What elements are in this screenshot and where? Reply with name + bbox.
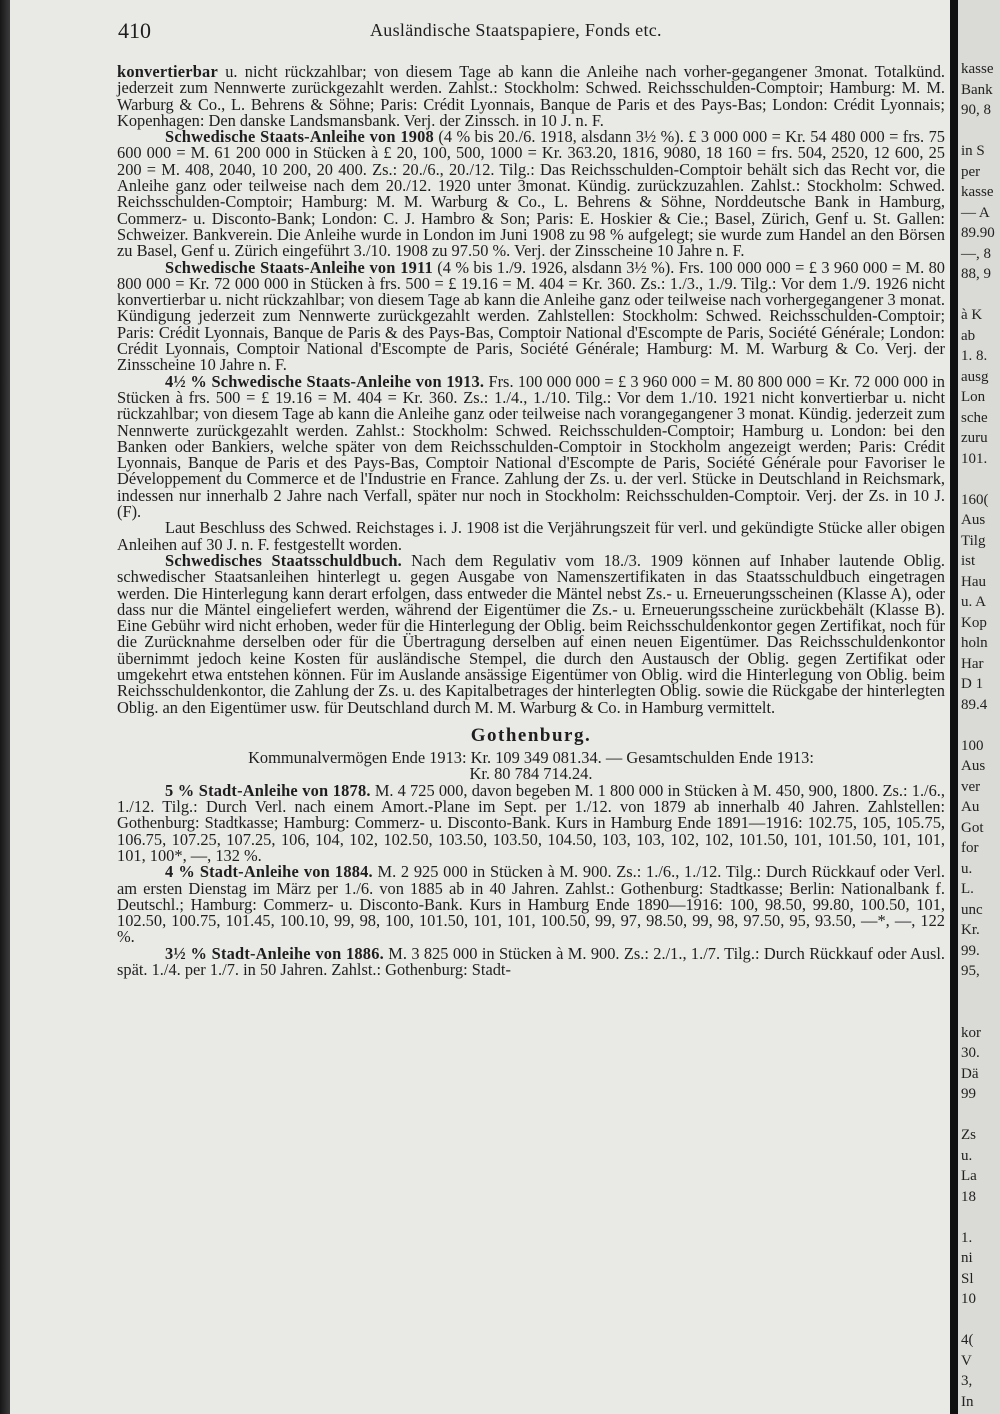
paragraph-text: u. nicht rückzahlbar; von diesem Tage ab kann die Anleihe nach vorher-gegangener 3monat. Totalkünd. jederzeit zum Nennwerte zurückgezahlt werden. Zahlst.: Stockholm: Schwed. Reichsschulden-Comptoir; Hamburg: M. M. Warburg & Co., L. Behrens & Söhne; Paris: Crédit Lyonnais, Banque de Paris et des Pays-Bas; London: Crédit Lyonnais; Kopenhagen: Den danske Landsmansbank. Verj. der Zinssch. in 10 J. n. F. [117,62,945,130]
running-head: Ausländische Staatspapiere, Fonds etc. [370,20,662,40]
next-page-fragment: In [961,1393,974,1410]
next-page-fragment: 89.90 [961,225,995,241]
paragraph-text: M. 4 725 000, davon begeben M. 1 800 000 in Stücken à M. 450, 900, 1800. Zs.: 1./6., 1./12. Tilg.: Durch Verl. nach einem Amort.-Plane im Sept. per 1./12. von 1879 ab innerhalb 40 Jahren. Zahlstellen: Gothenburg: Stadtkasse; Hamburg: Commerz- u. Disconto-Bank. Kurs in Hamburg Ende 1891—1916: 102.75, 105, 105.75, 106.75, 107.25, 107.25, 106, 104, 102, 102.50, 103.50, 103.50, 104.50, 103, 103, 102, 102, 101.50, 101, 101.50, 101, 101, 101, 100*, —, 132 %. [117,780,945,865]
next-page-fragment: La [961,1168,977,1184]
next-page-fragment: Kop [961,614,987,631]
next-page-fragment: Sl [961,1270,974,1287]
next-page-fragment: Aus [961,512,986,528]
next-page-fragment: zuru [961,430,988,446]
next-page-fragment: Hau [961,573,986,590]
next-page-fragment: Aus [961,758,986,774]
paragraph-lead: 4½ % Schwedische Staats-Anleihe von 1913. [165,371,485,391]
book-gutter [950,0,958,1414]
next-page-fragment: holn [961,635,988,651]
next-page-fragment: for [961,840,979,856]
next-page-fragment: D 1 [961,676,984,692]
section-title-gothenburg: Gothenburg. [470,724,592,746]
paragraph-staatsschuldbuch [117,550,946,717]
gothenburg-summary-line-2: Kr. 80 784 714.24. [469,764,593,784]
next-page-fragment: u. A [961,594,987,610]
next-page-fragment: Kr. [961,922,980,938]
paragraph-text: (4 % bis 20./6. 1918, alsdann 3½ %). £ 3 000 000 = Kr. 54 480 000 = frs. 75 600 000 = M. 61 200 000 in Stücken à £ 20, 100, 500, 1000 = Kr. 363.20, 1816, 9080, 18 160 = frs. 504, 2520, 12 600, 25 200 = M. 408, 2040, 10 200, 20 400. Zs.: 20./6., 20./12. Tilg.: Das Reichsschulden-Comptoir behält sich das Recht vor, die Anleihe ganz oder teilweise nach dem 20./12. 1920 unter 3monat. Kündig. zurückzuzahlen. Zahlst.: Stockholm: Schwed. Reichsschulden-Comptoir; Hamburg: M. M. Warburg & Co., L. Behrens & Söhne, Norddeutsche Bank in Hamburg, Commerz- u. Disconto-Bank; London: C. J. Hambro & Son; Paris: E. Hoskier & Cie.; Basel, Zürich, Genf u. St. Gallen: Schweizer. Bankverein. Die Anleihe wurde in London im Juni 1908 zu 98 % aufgelegt; sie wurde zum Handel an den Börsen zu Basel, Genf u. Zürich eingeführt 3./10. 1908 zu 97.50 %. Verj. der Zinsscheine 10 Jahre n. F. [117,127,945,261]
next-page-fragment: kor [961,1024,981,1041]
next-page-fragment: ni [961,1250,973,1266]
paragraph-stadt-anleihe-1878 [117,780,945,865]
paragraph-lead: Schwedische Staats-Anleihe von 1908 [165,127,434,147]
paragraph-text: M. 2 925 000 in Stücken à M. 900. Zs.: 1./6., 1./12. Tilg.: Durch Rückkauf oder Verl. am ersten Dienstag im März per 1./6. von 1885 ab in 40 Jahren. Zahlst.: Gothenburg: Stadtkasse; Berlin: Nationalbank f. Deutschl.; Hamburg: Commerz- u. Disconto-Bank. Kurs in Hamburg Ende 1890—1916: 100, 98.50, 99.80, 100.50, 101, 102.50, 100.75, 101.45, 100.10, 99, 98, 100, 101.50, 101, 101, 100.50, 99, 97, 98.50, 99, 98, 97.50, 95, 93.50, —*, —, 122 %. [117,862,945,947]
paragraph-text: Frs. 100 000 000 = £ 3 960 000 = M. 80 800 000 = Kr. 72 000 000 in Stücken à frs. 500 = £ 19.16 = M. 404 = Kr. 360. Zs.: 1./4., 1./10. Tilg.: Vor dem 1./10. 1921 nicht konvertierbar u. nicht rückzahlbar; von diesem Tage ab kann die Anleihe ganz oder teilweise nach vorangegangener 3 monat. Kündig. jederzeit zum Nennwerte zurückgezahlt werden. Zahlst.: Stockholm: Schwed. Reichsschulden-Comptoir; Hamburg u. London: bei den Banken oder Bankiers, welche später von dem Reichsschulden-Comptoir in Stockholm angezeigt werden; Paris: Crédit Lyonnais, Banque de Paris et des Pays-Bas, Comptoir National d'Escompte de Paris, Société Générale pour Favoriser le Développement du Commerce et de l'Industrie en France. Zahlung der Zs. u. der verl. Stücke in Deutschland in Reichsmark, indessen nur innerhalb 2 Jahre nach Verfall, später nur noch in Stockholm: Reichsschulden-Comptoir. Verj. der Zs. in 10 J. (F). [117,371,945,522]
next-page-fragment: ab [961,327,976,344]
next-page-fragment: Tilg [961,532,986,549]
next-page-fragment: 1. 8. [961,348,988,364]
paragraph-lead: 5 % Stadt-Anleihe von 1878. [165,780,371,800]
paragraph-stadt-anleihe-1886 [117,943,945,980]
next-page-fragment: 1. [961,1229,973,1246]
next-page-fragment: 101. [961,450,988,467]
page-header [118,18,948,44]
next-page-fragment: u. [961,860,973,877]
next-page-fragment: 90, 8 [961,102,991,118]
next-page-fragment: 100 [961,737,984,754]
next-page-fragment: Har [961,655,984,672]
paragraph-stadt-anleihe-1884 [117,864,945,945]
next-page-fragment: Au [961,799,980,815]
next-page-fragment: 99. [961,942,980,959]
next-page-fragment: 88, 9 [961,266,991,282]
page-number: 410 [118,18,151,43]
next-page-fragment: 18 [961,1188,976,1205]
paragraph-lead: 4 % Stadt-Anleihe von 1884. [165,862,373,882]
paragraph-continuation [117,64,945,129]
next-page-fragment: ist [961,553,976,569]
next-page-fragment: Dä [961,1065,979,1082]
next-page-fragment: in S [961,143,985,159]
next-page-fragment: à K [961,307,983,323]
next-page-fragment: 4( [961,1332,974,1348]
paragraph-text: (4 % bis 1./9. 1926, alsdann 3½ %). Frs. 100 000 000 = £ 3 960 000 = M. 80 800 000 = Kr. 72 000 000 in Stücken à frs. 500 = £ 19.16 = M. 404 = Kr. 360. Zs.: 1./3., 1./9. Tilg.: Vor dem 1./9. 1926 nicht konvertierbar u. nicht rückzahlbar; von diesem Tage ab kann die Anleihe ganz oder teilweise nach vorhergegangener 3 monat. Kündigung jederzeit zum Nennwerte zurückgezahlt werden. Zahlstellen: Stockholm: Schwed. Reichsschulden-Comptoir; Paris: Crédit Lyonnais, Banque de Paris & des Pays-Bas, Comptoir National d'Escompte de Paris, Société Générale; London: Crédit Lyonnais, Comptoir National d'Escompte de Paris, Société Générale; Hamburg: M. M. Warburg & Co. Verj. der Zinsscheine 10 Jahre n. F. [117,257,946,375]
book-page [10,0,950,1414]
next-page-fragment: 10 [961,1291,976,1307]
next-page-fragment: Zs [961,1127,976,1143]
paragraph-reichstag-note [117,520,945,553]
next-page-fragment: per [961,163,981,180]
next-page-fragment: 3, [961,1373,973,1389]
paragraph-lead: Schwedisches Staatsschuldbuch. [165,550,402,570]
gothenburg-summary-line-1: Kommunalvermögen Ende 1913: Kr. 109 349 081.34. — Gesamtschulden Ende 1913: [248,748,814,768]
next-page-fragment: kasse [961,61,994,77]
next-page-fragment: 99 [961,1086,976,1102]
page-left-edge [0,0,10,1414]
paragraph-text: Laut Beschluss des Schwed. Reichstages i. J. 1908 ist die Verjährungszeit für verl. und gekündigte Stücke aller obigen Anleihen auf 30 J. n. F. festgestellt worden. [117,518,945,554]
next-page-fragment: 95, [961,963,980,979]
next-page-fragment: 89.4 [961,696,988,713]
paragraph-text: Nach dem Regulativ vom 18./3. 1909 können auf Inhaber lautende Oblig. schwedischer Staatsanleihen hinterlegt u. gegen Ausgabe von Namenszertifikaten in das Staatsschuldbuch eingetragen werden. Die Hinterlegung kann derart erfolgen, dass entweder die Mäntel nebst Zs.- u. Erneuerungsscheinen (Klasse A), oder dass nur die Mäntel eingeliefert werden, während der Eigentümer die Zs.- u. Erneuerungsscheine zurückbehält (Klasse B). Eine Gebühr wird nicht erhoben, weder für die Hinterlegung der Oblig. beim Reichsschuldenkontor gegen Zertifikat, noch für die Zurücknahme derselben oder für die Übertragung derselben auf einen neuen Eigentümer. Das Reichsschuldenkontor übernimmt jedoch keine Kosten für ausländische Stempel, die durch den Austausch der Oblig. gegen Zertifikat oder umgekehrt etwa entstehen können. Für im Auslande ansässige Eigentümer von Oblig. wird die Hinterlegung von Oblig. beim Reichsschuldenkontor, die Zahlung der Zs. u. des Kapitalbetrages der hinterlegten Oblig. sowie die Rückgabe der hinterlegten Oblig. an den Eigentümer usw. für Deutschland durch M. M. Warburg & Co. in Hamburg vermittelt. [117,550,946,717]
next-page-fragment: Got [961,819,984,836]
page-body [117,64,945,978]
paragraph-text: M. 3 825 000 in Stücken à M. 900. Zs.: 2./1., 1./7. Tilg.: Durch Rückkauf oder Ausl. spät. 1./4. per 1./7. in 50 Jahren. Zahlst.: Gothenburg: Stadt- [117,943,945,980]
next-page-fragment: Lon [961,389,986,405]
next-page-fragment: Bank [961,81,993,98]
next-page-fragment: ausg [961,368,989,385]
next-page-fragment: unc [961,901,983,918]
next-page-fragment: L. [961,881,974,897]
next-page-fragment: 30. [961,1045,980,1061]
next-page-fragment: u. [961,1147,973,1164]
next-page-fragment: 160( [961,491,989,508]
next-page-fragment: V [961,1352,972,1369]
next-page-fragment: — A [961,204,990,221]
paragraph-lead: Schwedische Staats-Anleihe von 1911 [165,257,433,277]
next-page-fragment: kasse [961,184,994,200]
paragraph-lead: 3½ % Stadt-Anleihe von 1886. [165,943,384,963]
paragraph-loan-1911 [117,257,946,375]
next-page-edge [958,0,1000,1414]
paragraph-loan-1913 [117,371,945,522]
next-page-fragment: sche [961,409,988,426]
next-page-fragment: ver [961,778,981,795]
next-page-fragment: —, 8 [961,245,991,262]
paragraph-loan-1908 [117,129,945,259]
paragraph-lead: konvertierbar [117,62,218,81]
